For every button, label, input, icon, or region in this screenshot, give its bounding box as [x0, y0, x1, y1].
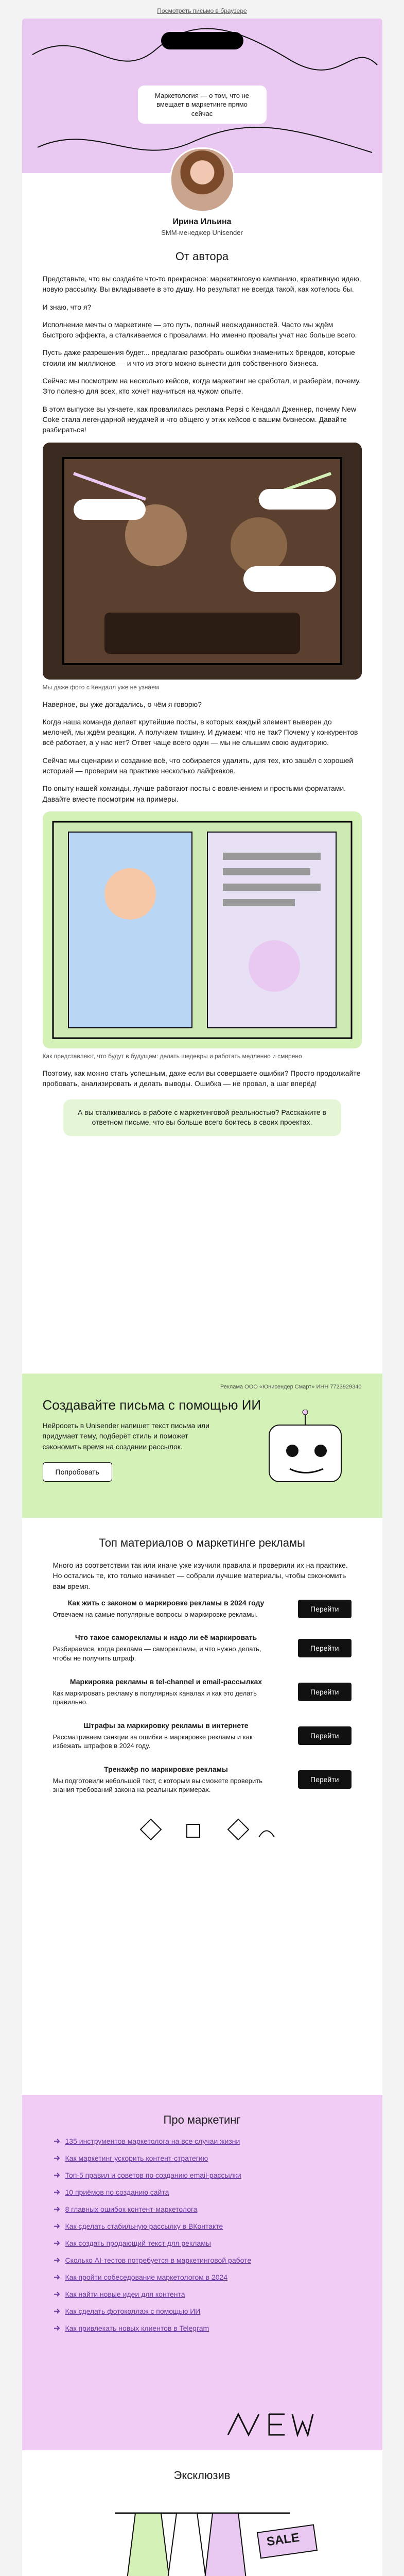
list-item[interactable]	[53, 2154, 352, 2162]
arrow-icon	[53, 2189, 60, 2196]
new-doodle-icon	[218, 2404, 321, 2445]
link-list	[53, 2137, 352, 2332]
chart-illustration	[43, 811, 362, 1048]
collage-icon	[43, 811, 362, 1048]
link-text[interactable]: Как привлекать новых клиентов в Telegram	[65, 2324, 209, 2332]
link-text[interactable]: Как пройти собеседование маркетологом в 2024	[65, 2273, 228, 2281]
arrow-icon	[53, 2257, 60, 2264]
arrow-icon	[53, 2206, 60, 2213]
list-item[interactable]	[53, 2256, 352, 2264]
view-in-browser-link[interactable]: Посмотреть письмо в браузере	[157, 7, 247, 14]
article-item	[53, 1633, 352, 1663]
image-caption: Мы даже фото с Кендалл уже не узнаем	[42, 683, 159, 691]
link-text[interactable]: 10 приёмов по созданию сайта	[65, 2188, 169, 2196]
article-title: Штрафы за маркировку рекламы в интернете	[83, 1721, 249, 1730]
article-title: Маркировка рекламы в tel-channel и email-рассылках	[69, 1677, 262, 1686]
link-text[interactable]: 8 главных ошибок контент-маркетолога	[65, 2205, 198, 2213]
articles-intro: Много из соответствии так или иначе уже изучили правила и проверили их на практике. Но остались те, кто только начинает — собрали лучшие материалы, чтобы сэкономить вам время.	[52, 1561, 348, 1590]
paragraph: И знаю, что я?	[42, 302, 92, 311]
promo-text: Нейросеть в Unisender напишет текст письма или придумает тему, подберёт стиль и поможет сэкономить время на создании рассылок.	[42, 1421, 209, 1451]
exclusive-title: Эксклюзив	[173, 2469, 231, 2482]
link-text[interactable]: Топ-5 правил и советов по созданию email-рассылки	[65, 2171, 241, 2179]
link-text[interactable]: Как сделать стабильную рассылку в ВКонтакте	[65, 2222, 223, 2230]
link-text[interactable]: Как сделать фотоколлаж с помощью ИИ	[65, 2307, 201, 2315]
article-title: Что такое саморекламы и надо ли её маркировать	[75, 1633, 257, 1642]
intro-text: Маркетология — о том, что не вмещает в маркетинге прямо сейчас	[155, 91, 249, 117]
article-text: Разбираемся, когда реклама — саморекламы, и что нужно делать, чтобы не получить штраф.	[52, 1645, 261, 1662]
arrow-icon	[53, 2325, 60, 2332]
list-item[interactable]	[53, 2239, 352, 2247]
try-button[interactable]: Попробовать	[43, 1462, 112, 1482]
arrow-icon	[53, 2308, 60, 2315]
paragraph: Сейчас мы посмотрим на несколько кейсов, когда маркетинг не сработал, и разберём, почему. Это полезно для всех, кто хочет научиться на чужом опыте.	[42, 377, 361, 396]
article-text: Как маркировать рекламу в популярных каналах и как это делать правильно.	[52, 1689, 257, 1706]
link-text[interactable]: Как маркетинг ускорить контент-стратегию	[65, 2154, 208, 2162]
article-button[interactable]: Перейти	[298, 1639, 351, 1657]
links-title: Про маркетинг	[163, 2113, 241, 2126]
arrow-icon	[53, 2172, 60, 2179]
list-item[interactable]	[53, 2290, 352, 2298]
list-item[interactable]	[53, 2222, 352, 2230]
feedback-callout	[63, 1099, 341, 1136]
article-title: Тренажёр по маркировке рекламы	[104, 1765, 228, 1773]
article-item	[53, 1721, 352, 1751]
article-item	[53, 1599, 352, 1619]
article-button[interactable]: Перейти	[298, 1770, 351, 1789]
paragraph: Поэтому, как можно стать успешным, даже если вы совершаете ошибки? Просто продолжайте пробовать, анализировать и делать выводы. Ошибка — не провал, а шаг вперёд!	[42, 1069, 361, 1088]
paragraph: Сейчас мы сценарии и создание всё, что собирается удалить, для тех, кто зашёл с хорошей историей — проверим на практике несколько лайфхаков.	[42, 756, 354, 775]
paragraph: В этом выпуске вы узнаете, как провалилась реклама Pepsi с Кендалл Дженнер, почему New Coke стала легендарной неудачей и что общего у этих кейсов с вашим бизнесом. Давайте разбираться!	[42, 404, 357, 434]
robot-illustration-icon	[249, 1410, 362, 1502]
arrow-icon	[53, 2138, 60, 2145]
paragraph: Пусть даже разрешения будет... предлагаю разобрать ошибки знаменитых брендов, которые стоили им миллионов — и что из этого можно вынести для собственного бизнеса.	[42, 348, 355, 367]
articles-title: Топ материалов о маркетинге рекламы	[99, 1536, 305, 1549]
article-button[interactable]: Перейти	[298, 1600, 351, 1618]
paragraph: Наверное, вы уже догадались, о чём я говорю?	[42, 700, 202, 708]
author-role: SMM-менеджер Unisender	[161, 229, 243, 236]
arrow-icon	[53, 2240, 60, 2247]
arrow-icon	[53, 2223, 60, 2230]
arrow-icon	[53, 2274, 60, 2281]
list-item[interactable]	[53, 2324, 352, 2332]
article-button[interactable]: Перейти	[298, 1683, 351, 1701]
about-title: От автора	[175, 250, 229, 263]
list-item[interactable]	[53, 2307, 352, 2315]
paragraph: Когда наша команда делает крутейшие посты, в которых каждый элемент выверен до мелочей, мы ждём реакции. А получаем тишину. И думаем: что не так? Почему у конкурентов всё работает, а у нас нет? Ответ чаще всего один — мы не слышим свою аудиторию.	[42, 717, 358, 747]
paragraph: Представьте, что вы создаёте что-то прекрасное: маркетинговую кампанию, креативную идею, новую рассылку. Вы вкладываете в это душу. Но результат не всегда такой, как хотелось бы.	[42, 275, 361, 294]
links-section	[22, 2095, 382, 2450]
article-text: Отвечаем на самые популярные вопросы о маркировке рекламы.	[52, 1610, 258, 1618]
article-item	[53, 1765, 352, 1794]
image-caption: Как представляют, что будут в будущем: делать шедевры и работать медленно и смирено	[42, 1052, 302, 1060]
movie-scene-icon	[43, 443, 362, 680]
paragraph: Исполнение мечты о маркетинге — это путь, полный неожиданностей. Часто мы ждём быстрого эффекта, а сталкиваемся с провалами. Но именно провалы учат нас больше всего.	[42, 320, 357, 340]
article-text: Мы подготовили небольшой тест, с которым вы сможете проверить знания требований закона на реальных примерах.	[52, 1776, 263, 1794]
callout-text: А вы сталкивались в работе с маркетинговой реальностью? Расскажите в ответном письме, что вы больше всего боитесь в своих проектах.	[77, 1108, 326, 1127]
article-text: Рассматриваем санкции за ошибки в маркировке рекламы и как избежать штрафов в 2024 году.	[52, 1733, 253, 1750]
logo[interactable]	[161, 32, 243, 49]
link-text[interactable]: Как создать продающий текст для рекламы	[65, 2239, 211, 2247]
sale-label: SALE	[265, 2530, 301, 2549]
article-button[interactable]: Перейти	[298, 1726, 351, 1745]
article-title: Как жить с законом о маркировке рекламы в 2024 году	[67, 1598, 265, 1607]
exclusive-section	[22, 2450, 382, 2576]
link-text[interactable]: 135 инструментов маркетолога на все случаи жизни	[65, 2137, 240, 2145]
movie-illustration	[43, 443, 362, 680]
promo-title: Создавайте письма с помощью ИИ	[42, 1397, 261, 1413]
list-item[interactable]	[53, 2188, 352, 2196]
email-body	[22, 19, 382, 2576]
promo-band	[22, 1374, 382, 1518]
intro-card	[138, 86, 267, 124]
articles-section	[22, 1518, 382, 2095]
paragraph: По опыту нашей команды, лучше работают посты с вовлечением и простыми форматами. Давайте вместе посмотрим на примеры.	[42, 784, 346, 803]
list-item[interactable]	[53, 2171, 352, 2179]
list-item[interactable]	[53, 2137, 352, 2145]
avatar	[170, 147, 235, 212]
sale-illustration	[53, 2493, 352, 2576]
puzzle-decoration-icon	[53, 1809, 352, 1855]
link-text[interactable]: Как найти новые идеи для контента	[65, 2290, 185, 2298]
list-item[interactable]	[53, 2205, 352, 2213]
ad-note: Реклама ООО «Юнисендер Смарт» ИНН 7723929340	[220, 1384, 362, 1390]
author-name: Ирина Ильина	[172, 217, 232, 226]
link-text[interactable]: Сколько AI-тестов потребуется в маркетинговой работе	[65, 2256, 252, 2264]
about-section	[22, 173, 382, 1374]
clothes-rack-icon	[53, 2493, 352, 2576]
article-item	[53, 1677, 352, 1707]
arrow-icon	[53, 2291, 60, 2298]
list-item[interactable]	[53, 2273, 352, 2281]
arrow-icon	[53, 2155, 60, 2162]
